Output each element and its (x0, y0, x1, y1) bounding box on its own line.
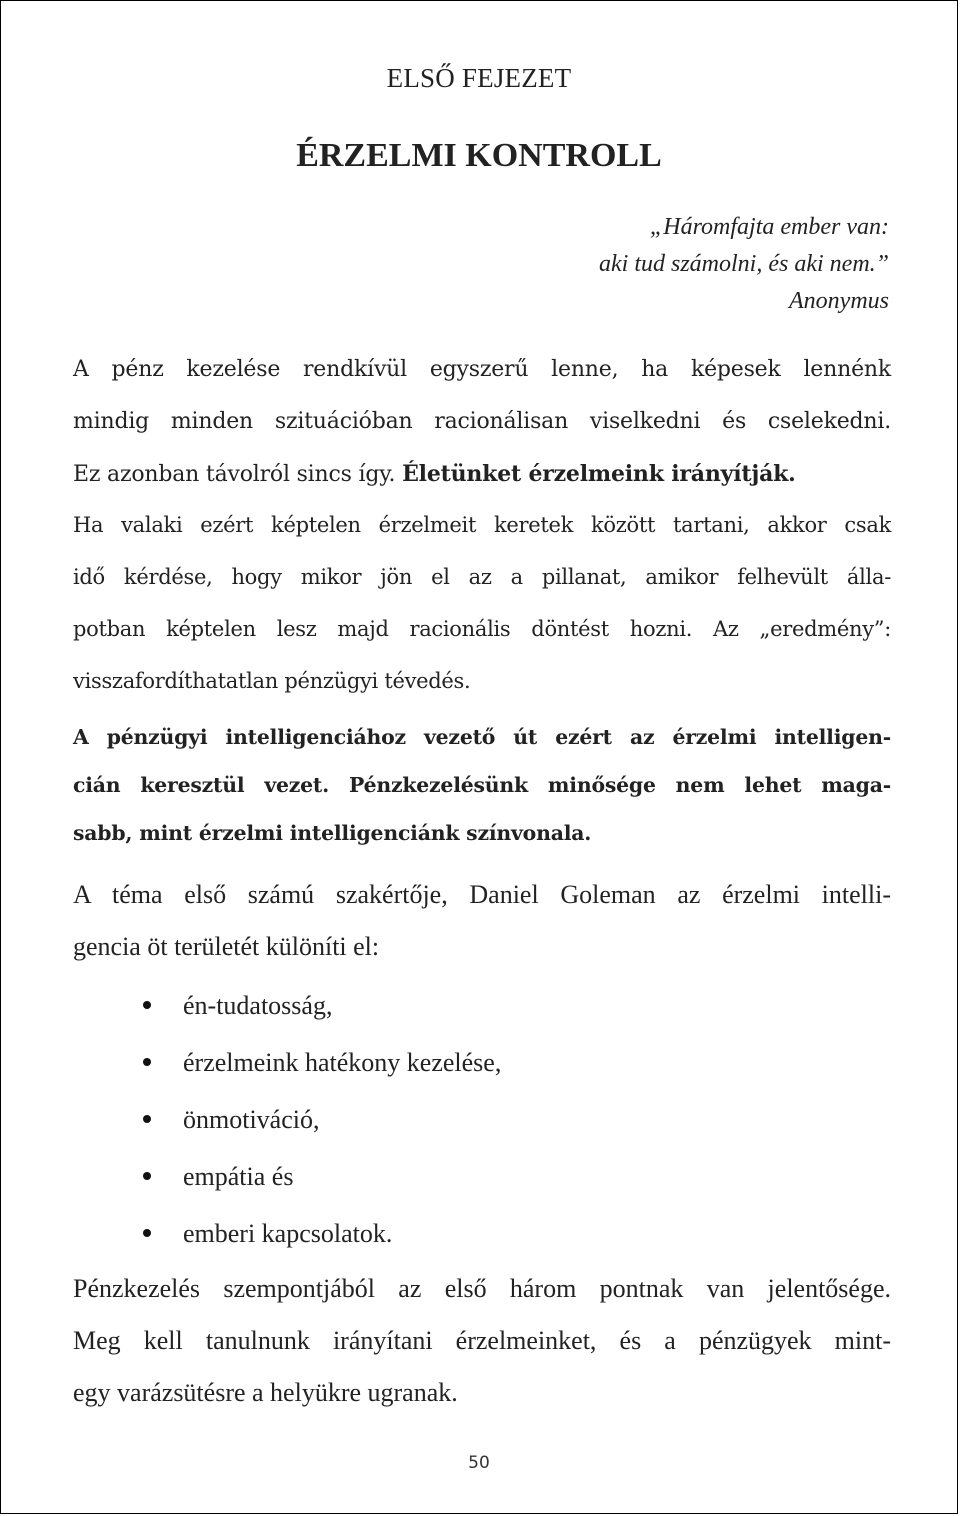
paragraph-1-plain-text: Ez azonban távolról sincs így. (73, 462, 403, 487)
list-item-text: én-tudatosság, (183, 991, 333, 1020)
paragraph-4-line-2: gencia öt területét különíti el: (73, 932, 380, 961)
paragraph-5-line-3: egy varázsütésre a helyükre ugranak. (73, 1378, 458, 1407)
list-item (143, 1091, 501, 1148)
bullet-icon (143, 1058, 151, 1066)
list-item-text: emberi kapcsolatok. (183, 1219, 393, 1248)
paragraph-1 (73, 344, 891, 501)
epigraph-author: Anonymus (789, 288, 889, 314)
paragraph-2 (73, 499, 891, 707)
paragraph-3-line-1: A pénzügyi intelligenciához vezető út ezért az érzelmi intelligen- (73, 725, 891, 749)
paragraph-1-line-2: mindig minden szituációban racionálisan viselkedni és cselekedni. (73, 409, 891, 434)
paragraph-2-line-3: potban képtelen lesz majd racionális döntést hozni. Az „eredmény”: (73, 617, 891, 641)
page-number: 50 (468, 1453, 490, 1473)
chapter-title: ÉRZELMI KONTROLL (296, 137, 662, 174)
list-item-text: érzelmeink hatékony kezelése, (183, 1048, 502, 1077)
bullet-icon (143, 1172, 151, 1180)
paragraph-1-line-1: A pénz kezelése rendkívül egyszerű lenne, ha képesek lennénk (73, 357, 891, 382)
paragraph-2-line-4: visszafordíthatatlan pénzügyi tévedés. (73, 669, 471, 693)
epigraph (389, 209, 889, 320)
chapter-label: ELSŐ FEJEZET (386, 63, 572, 93)
paragraph-1-bold-text: Életünket érzelmeink irányítják. (402, 461, 796, 487)
list-item (143, 1148, 501, 1205)
bullet-icon (143, 1229, 151, 1237)
paragraph-3-line-2: cián keresztül vezet. Pénzkezelésünk minősége nem lehet maga- (73, 773, 891, 797)
paragraph-4 (73, 869, 891, 973)
paragraph-5-line-2: Meg kell tanulnunk irányítani érzelmeinket, és a pénzügyek mint- (73, 1326, 891, 1355)
paragraph-5-line-1: Pénzkezelés szempontjából az első három pontnak van jelentősége. (73, 1274, 891, 1303)
list-item (143, 977, 501, 1034)
paragraph-5 (73, 1263, 891, 1419)
paragraph-3-line-3: sabb, mint érzelmi intelligenciánk színvonala. (73, 821, 592, 845)
list-item (143, 1034, 501, 1091)
bullet-list (143, 977, 501, 1262)
list-item (143, 1205, 501, 1262)
list-item-text: empátia és (183, 1162, 294, 1191)
paragraph-1-line-3 (73, 448, 891, 501)
paragraph-4-line-1: A téma első számú szakértője, Daniel Goleman az érzelmi intelli- (73, 880, 891, 909)
bullet-icon (143, 1115, 151, 1123)
epigraph-line-1: „Háromfajta ember van: (649, 214, 889, 240)
bullet-icon (143, 1001, 151, 1009)
epigraph-line-2: aki tud számolni, és aki nem.” (599, 251, 889, 277)
list-item-text: önmotiváció, (183, 1105, 320, 1134)
paragraph-2-line-2: idő kérdése, hogy mikor jön el az a pillanat, amikor felhevült álla- (73, 565, 891, 589)
paragraph-2-line-1: Ha valaki ezért képtelen érzelmeit keretek között tartani, akkor csak (73, 513, 891, 537)
paragraph-3 (73, 713, 891, 857)
